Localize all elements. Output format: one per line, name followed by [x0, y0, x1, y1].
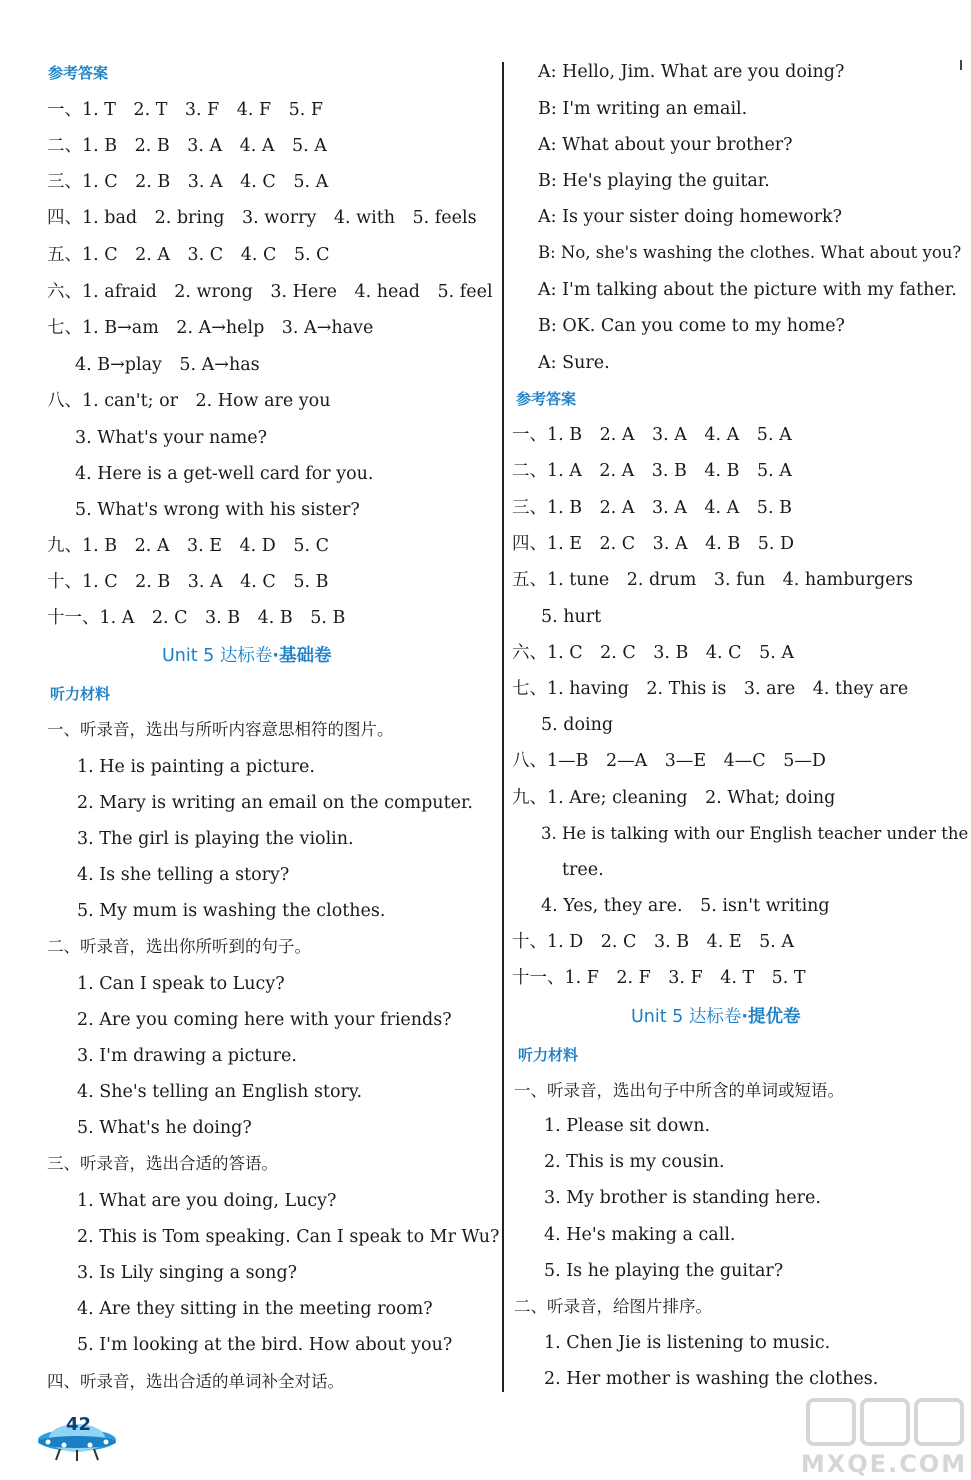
transcript-line: 1. Please sit down. — [544, 1116, 711, 1136]
transcript-line: 4. Is she telling a story? — [77, 865, 290, 885]
transcript-line: 1. Can I speak to Lucy? — [77, 974, 285, 994]
transcript-line: 3. I'm drawing a picture. — [77, 1046, 297, 1066]
answer-line: 八、1—B 2—A 3—E 4—C 5—D — [512, 751, 826, 771]
dialogue-line: B: No, she's washing the clothes. What about you? — [538, 243, 962, 262]
unit-title — [162, 643, 332, 669]
unit-title — [631, 1004, 801, 1030]
column-divider — [502, 62, 504, 1392]
answer-line: 六、1. C 2. C 3. B 4. C 5. A — [512, 643, 794, 663]
transcript-line: 2. This is Tom speaking. Can I speak to Mr Wu? — [77, 1227, 500, 1247]
answer-line: tree. — [562, 860, 604, 880]
transcript-line: 1. What are you doing, Lucy? — [77, 1191, 337, 1211]
transcript-line: 5. I'm looking at the bird. How about you? — [77, 1335, 453, 1355]
answer-line: 十、1. C 2. B 3. A 4. C 5. B — [47, 572, 329, 592]
dialogue-line: B: I'm writing an email. — [538, 99, 748, 119]
dialogue-line: A: Is your sister doing homework? — [538, 207, 843, 227]
watermark-text: MXQE.COM — [800, 1450, 968, 1478]
answer-line: 十一、1. F 2. F 3. F 4. T 5. T — [512, 968, 806, 988]
answer-line: 七、1. having 2. This is 3. are 4. they are — [512, 679, 909, 699]
watermark — [800, 1392, 968, 1478]
unit-title-main: Unit 5 达标卷 — [162, 646, 273, 666]
question-heading: 一、听录音，选出与所听内容意思相符的图片。 — [47, 720, 394, 739]
answer-line: 九、1. B 2. A 3. E 4. D 5. C — [47, 536, 329, 556]
transcript-line: 5. Is he playing the guitar? — [544, 1261, 784, 1281]
transcript-line: 2. Her mother is washing the clothes. — [544, 1369, 879, 1389]
question-heading: 一、听录音，选出句子中所含的单词或短语。 — [514, 1081, 844, 1100]
right-column — [510, 0, 971, 1480]
dialogue-line: B: OK. Can you come to my home? — [538, 316, 845, 336]
transcript-line: 3. Is Lily singing a song? — [77, 1263, 298, 1283]
answer-line: 5. doing — [541, 715, 614, 735]
answer-line: 二、1. A 2. A 3. B 4. B 5. A — [512, 461, 792, 481]
answer-line: 一、1. B 2. A 3. A 4. A 5. A — [512, 425, 792, 445]
question-heading: 二、听录音，给图片排序。 — [514, 1297, 712, 1316]
transcript-line: 3. My brother is standing here. — [544, 1188, 821, 1208]
transcript-line: 4. Are they sitting in the meeting room? — [77, 1299, 433, 1319]
answer-line: 十一、1. A 2. C 3. B 4. B 5. B — [47, 608, 346, 628]
transcript-line: 3. The girl is playing the violin. — [77, 829, 354, 849]
listening-material-heading: 听力材料 — [50, 685, 111, 703]
answer-line: 5. hurt — [541, 607, 602, 627]
answer-line: 4. B→play 5. A→has — [75, 355, 260, 375]
answer-line: 六、1. afraid 2. wrong 3. Here 4. head 5. feel — [47, 282, 493, 302]
question-heading: 三、听录音，选出合适的答语。 — [47, 1154, 278, 1173]
question-heading: 四、听录音，选出合适的单词补全对话。 — [47, 1372, 344, 1391]
answer-line: 4. Here is a get-well card for you. — [75, 464, 374, 484]
dialogue-line: B: He's playing the guitar. — [538, 171, 770, 191]
answer-line: 三、1. C 2. B 3. A 4. C 5. A — [47, 172, 329, 192]
answer-line: 三、1. B 2. A 3. A 4. A 5. B — [512, 498, 792, 518]
answer-line: 4. Yes, they are. 5. isn't writing — [541, 896, 830, 916]
dialogue-line: A: Hello, Jim. What are you doing? — [538, 62, 845, 82]
answer-line: 3. What's your name? — [75, 428, 267, 448]
dialogue-line: A: I'm talking about the picture with my father. — [538, 280, 957, 300]
answer-line: 二、1. B 2. B 3. A 4. A 5. A — [47, 136, 327, 156]
transcript-line: 2. This is my cousin. — [544, 1152, 725, 1172]
listening-material-heading: 听力材料 — [518, 1046, 579, 1064]
answer-line: 十、1. D 2. C 3. B 4. E 5. A — [512, 932, 794, 952]
unit-title-main: Unit 5 达标卷 — [631, 1007, 742, 1027]
answer-line: 七、1. B→am 2. A→help 3. A→have — [47, 318, 374, 338]
answer-line: 四、1. E 2. C 3. A 4. B 5. D — [512, 534, 794, 554]
answer-line: 一、1. T 2. T 3. F 4. F 5. F — [47, 100, 324, 120]
answer-key-heading: 参考答案 — [516, 390, 577, 408]
page-number: 42 — [66, 1414, 92, 1435]
answer-line: 八、1. can't; or 2. How are you — [47, 391, 331, 411]
answer-key-heading: 参考答案 — [48, 64, 109, 82]
transcript-line: 2. Are you coming here with your friends? — [77, 1010, 452, 1030]
watermark-logo-icon — [800, 1392, 968, 1452]
answer-line: 五、1. C 2. A 3. C 4. C 5. C — [47, 245, 330, 265]
transcript-line: 2. Mary is writing an email on the computer. — [77, 793, 473, 813]
transcript-line: 5. My mum is washing the clothes. — [77, 901, 386, 921]
dialogue-line: A: Sure. — [538, 353, 610, 373]
answer-line: 五、1. tune 2. drum 3. fun 4. hamburgers — [512, 570, 913, 590]
answer-line: 3. He is talking with our English teacher under the — [541, 824, 969, 843]
transcript-line: 5. What's he doing? — [77, 1118, 252, 1138]
unit-title-level: ·基础卷 — [272, 646, 332, 666]
unit-title-level: ·提优卷 — [741, 1007, 801, 1027]
transcript-line: 4. He's making a call. — [544, 1225, 736, 1245]
question-heading: 二、听录音，选出你所听到的句子。 — [47, 937, 311, 956]
dialogue-line: A: What about your brother? — [538, 135, 793, 155]
transcript-line: 1. Chen Jie is listening to music. — [544, 1333, 831, 1353]
answer-line: 四、1. bad 2. bring 3. worry 4. with 5. feels — [47, 208, 477, 228]
transcript-line: 4. She's telling an English story. — [77, 1082, 363, 1102]
transcript-line: 1. He is painting a picture. — [77, 757, 315, 777]
answer-line: 5. What's wrong with his sister? — [75, 500, 360, 520]
answer-line: 九、1. Are; cleaning 2. What; doing — [512, 788, 836, 808]
